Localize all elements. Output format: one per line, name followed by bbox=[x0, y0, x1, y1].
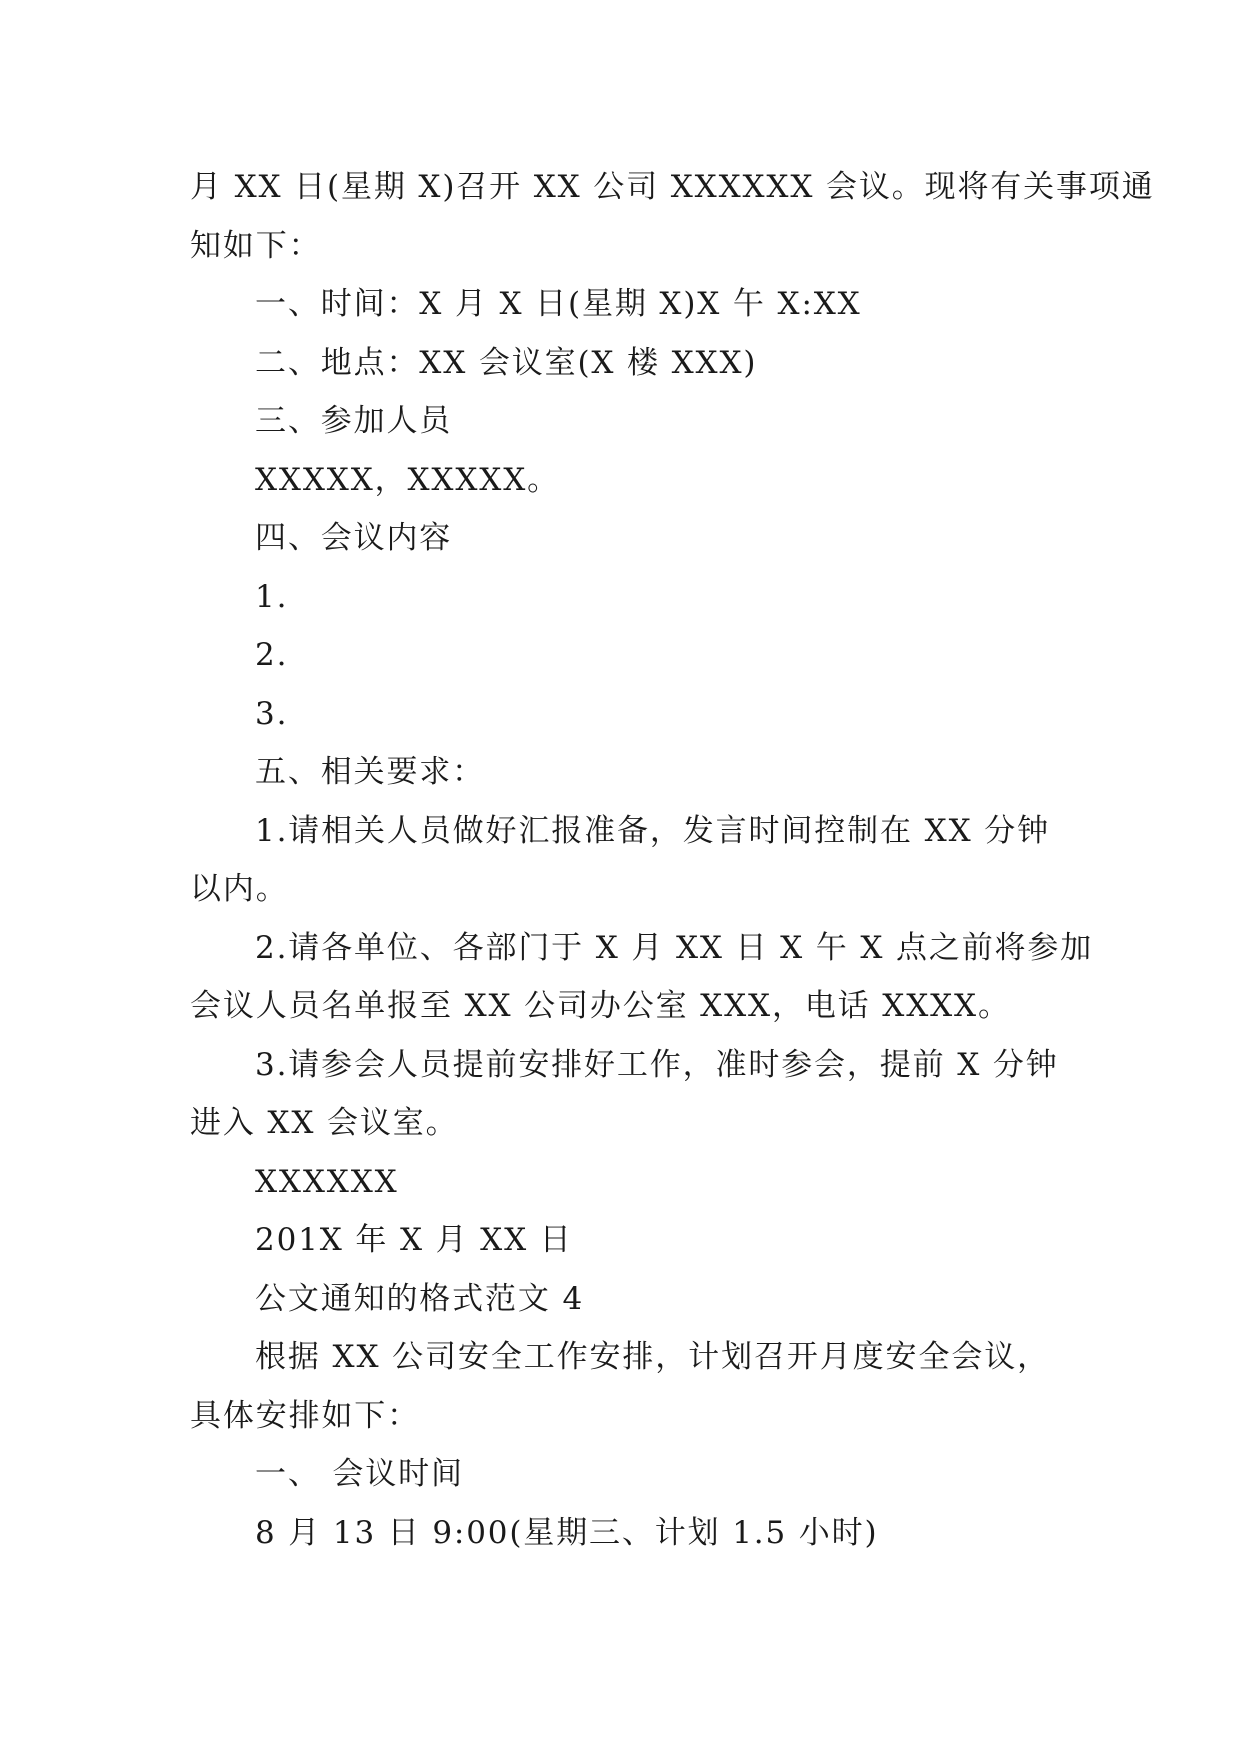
requirement-item-continued: 进入 XX 会议室。 bbox=[190, 1105, 459, 1141]
section-heading-time: 一、时间：X 月 X 日(星期 X)X 午 X:XX bbox=[255, 286, 862, 322]
content-item: 2. bbox=[255, 637, 289, 673]
example-title: 公文通知的格式范文 4 bbox=[255, 1280, 585, 1317]
requirement-item-continued: 以内。 bbox=[190, 871, 289, 907]
attendees-list: XXXXX，XXXXX。 bbox=[255, 461, 561, 498]
section-heading-location: 二、地点：XX 会议室(X 楼 XXX) bbox=[255, 344, 758, 381]
document-body bbox=[190, 158, 1155, 1562]
content-item: 1. bbox=[255, 578, 289, 615]
section-heading-meeting-time: 一、 会议时间 bbox=[255, 1456, 464, 1492]
paragraph-line: 月 XX 日(星期 X)召开 XX 公司 XXXXXX 会议。现将有关事项通 bbox=[190, 169, 1155, 205]
paragraph-line: 具体安排如下： bbox=[190, 1397, 421, 1434]
meeting-time-detail: 8 月 13 日 9:00(星期三、计划 1.5 小时) bbox=[255, 1514, 879, 1551]
paragraph-line: 知如下： bbox=[190, 227, 322, 264]
signature-date: 201X 年 X 月 XX 日 bbox=[255, 1222, 573, 1258]
section-heading-content: 四、会议内容 bbox=[255, 520, 453, 556]
paragraph-line: 根据 XX 公司安全工作安排，计划召开月度安全会议， bbox=[255, 1339, 1050, 1375]
requirement-item: 2.请各单位、各部门于 X 月 XX 日 X 午 X 点之前将参加 bbox=[255, 929, 1094, 966]
requirement-item: 1.请相关人员做好汇报准备，发言时间控制在 XX 分钟 bbox=[255, 812, 1050, 849]
requirement-item-continued: 会议人员名单报至 XX 公司办公室 XXX，电话 XXXX。 bbox=[190, 988, 1011, 1024]
signature-organization: XXXXXX bbox=[255, 1163, 399, 1200]
content-item: 3. bbox=[255, 695, 289, 732]
section-heading-requirements: 五、相关要求： bbox=[255, 754, 486, 790]
requirement-item: 3.请参会人员提前安排好工作，准时参会，提前 X 分钟 bbox=[255, 1046, 1059, 1083]
section-heading-attendees: 三、参加人员 bbox=[255, 403, 453, 439]
